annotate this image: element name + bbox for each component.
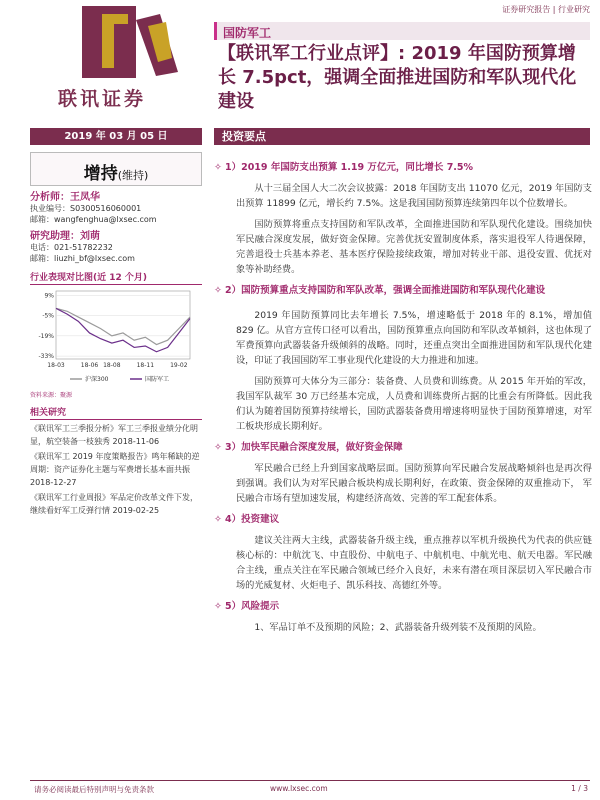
series-line bbox=[56, 308, 190, 344]
chart-plot-frame bbox=[56, 291, 190, 359]
report-title: 【联讯军工行业点评】: 2019 年国防预算增长 7.5pct，强调全面推进国防和军队现代化建设 bbox=[218, 43, 577, 112]
diamond-icon: ✧ bbox=[214, 601, 222, 612]
section-heading: ✧ 2）国防预算重点支持国防和军队改革，强调全面推进国防和军队现代化建设 bbox=[214, 285, 546, 296]
section-heading: ✧ 3）加快军民融合深度发展，做好资金保障 bbox=[214, 442, 403, 453]
assistant-name: 研究助理：刘萌 bbox=[30, 231, 100, 242]
y-tick-label: 9% bbox=[44, 292, 54, 300]
paragraph: 军民融合已经上升到国家战略层面。国防预算向军民融合发展战略倾斜也是再次得到强调。我们认为对军民融合板块构成长期利好，在政策、资金保障的双重推动下， 军民融合市场有望加速发展，构建经济高效、完善的军工配套体系。 bbox=[236, 463, 592, 504]
footer-divider bbox=[30, 780, 590, 781]
legend-label: 沪深300 bbox=[85, 376, 109, 383]
legend-label: 国防军工 bbox=[145, 376, 170, 383]
analyst-cert: 执业编号：S0300516060001 bbox=[30, 204, 142, 213]
sector-label: 国防军工 bbox=[223, 26, 272, 40]
section-heading: ✧ 4）投资建议 bbox=[214, 514, 280, 525]
x-tick-label: 19-02 bbox=[170, 362, 188, 369]
paragraph: 国防预算将重点支持国防和军队改革，全面推进国防和军队现代化建设。围绕加快军民融合深度发展，做好资金保障。完善优抚安置制度体系，落实退役军人待遇保障，完善退役士兵基本养老、基本医疗保险接续政策，增加对转业干部、退役安置、优抚对象等补助经费。 bbox=[236, 219, 592, 275]
diamond-icon: ✧ bbox=[214, 514, 222, 525]
performance-chart-svg bbox=[30, 285, 202, 389]
y-tick-label: -33% bbox=[38, 353, 54, 361]
analyst-block bbox=[30, 192, 202, 264]
sector-bar bbox=[214, 22, 590, 40]
assistant-phone: 电话：021-51782232 bbox=[30, 243, 113, 252]
related-item[interactable]: 《联讯军工 2019 年度策略报告》鸣年稀缺的逆周期：资产证券化主题与军费增长基本面共振 2018-12-27 bbox=[30, 452, 200, 487]
assistant-email: 邮箱：liuzhi_bf@lxsec.com bbox=[30, 254, 135, 263]
summary-header: 投资要点 bbox=[214, 128, 590, 145]
paragraph: 从十三届全国人大二次会议披露：2018 年国防支出 11070 亿元，2019 年国防支出预算 11899 亿元，增长约 7.5%。这是我国国防预算连续第四年以个位数增长。 bbox=[236, 183, 592, 209]
diamond-icon: ✧ bbox=[214, 162, 222, 173]
report-type-label: 证券研究报告 | 行业研究 bbox=[502, 5, 590, 14]
left-column bbox=[30, 152, 202, 517]
logo-text: 联讯证券 bbox=[58, 88, 147, 110]
analyst-email: 邮箱：wangfenghua@lxsec.com bbox=[30, 215, 157, 224]
y-tick-label: -19% bbox=[38, 332, 54, 340]
section-heading: ✧ 1）2019 年国防支出预算 1.19 万亿元，同比增长 7.5% bbox=[214, 162, 474, 173]
related-item[interactable]: 《联讯军工三季报分析》军工三季报业绩分化明显，航空装备一枝独秀 2018-11-06 bbox=[30, 424, 198, 446]
section-heading: ✧ 5）风险提示 bbox=[214, 601, 280, 612]
paragraph: 2019 年国防预算同比去年增长 7.5%，增速略低于 2018 年的 8.1%，增加值 829 亿。从官方宣传口径可以看出，国防预算重点向国防和军队改革倾斜，这也体现了军费预算向武器装备升级倾斜的战略。同时，还重点突出全面推进国防和军队现代化建设，印证了我国国防军工事业现代化建设的大力推进和加速。 bbox=[236, 310, 592, 366]
report-date: 2019 年 03 月 05 日 bbox=[30, 128, 202, 145]
y-tick-label: -5% bbox=[42, 312, 54, 320]
rating-main: 增持 bbox=[83, 164, 118, 184]
paragraph: 1、军品订单不及预期的风险；2、武器装备升级列装不及预期的风险。 bbox=[254, 622, 542, 633]
footer-disclaimer[interactable]: 请务必阅读最后特别声明与免责条款 bbox=[34, 785, 154, 794]
related-item[interactable]: 《联讯军工行业周报》军品定价改革文件下发，继续看好军工反弹行情 2019-02-25 bbox=[30, 493, 198, 515]
diamond-icon: ✧ bbox=[214, 442, 222, 453]
footer-website[interactable]: www.lxsec.com bbox=[270, 784, 328, 793]
paragraph: 国防预算可大体分为三部分：装备费、人员费和训练费。从 2015 年开始的军改，我国军队裁军 30 万已经基本完成，人员费和训练费所占据的比重会有所降低。因此我们认为随着国防预算持续增长，国防武器装备费用增速将明显快于国防预算增速，对军工板块形成长期利好。 bbox=[236, 376, 592, 432]
chart-source: 资料来源：聚源 bbox=[30, 392, 73, 399]
analyst-name: 分析师：王凤华 bbox=[30, 192, 100, 203]
right-column bbox=[214, 160, 592, 635]
related-research-title: 相关研究 bbox=[30, 405, 202, 420]
x-tick-label: 18-08 bbox=[103, 362, 121, 369]
x-tick-label: 18-03 bbox=[47, 362, 65, 369]
diamond-icon: ✧ bbox=[214, 285, 222, 296]
series-line bbox=[56, 308, 190, 351]
x-tick-label: 18-06 bbox=[80, 362, 99, 369]
performance-chart bbox=[30, 285, 202, 389]
chart-title: 行业表现对比图(近 12 个月) bbox=[30, 270, 202, 285]
page-number: 1 / 3 bbox=[571, 784, 588, 793]
rating-box bbox=[30, 152, 202, 186]
x-tick-label: 18-11 bbox=[136, 362, 155, 369]
rating-sub: (维持) bbox=[117, 169, 149, 182]
paragraph: 建议关注两大主线，武器装备升级主线，重点推荐以军机升级换代为代表的供应链核心标的：中航沈飞、中直股份、中航电子、中航机电、中航光电、航天电器。军民融合主线，重点关注在军民融合领域已经介入良好，未来有潜在项目深层切入军民融合市场的光威复材、火炬电子、凯乐科技、高德红外等。 bbox=[236, 535, 592, 591]
